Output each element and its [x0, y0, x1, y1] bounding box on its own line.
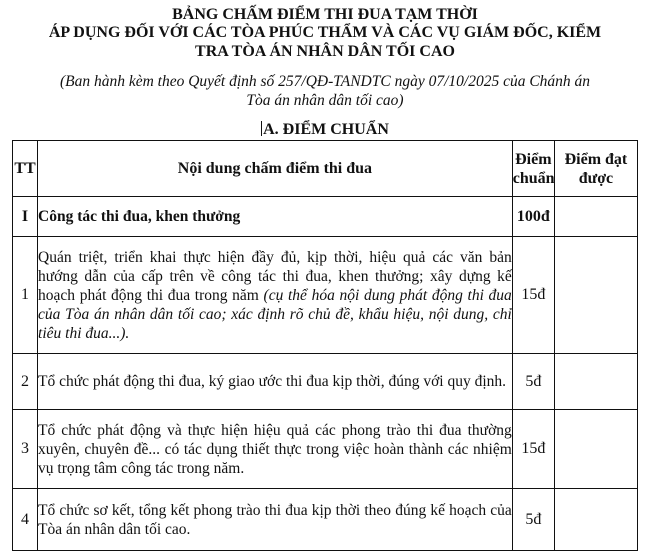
section-title: A. ĐIỂM CHUẨN [263, 121, 389, 138]
subtitle-line-1: (Ban hành kèm theo Quyết định số 257/QĐ-TANDTC ngày 07/10/2025 của Chánh án [59, 73, 591, 90]
header-achieved-score [554, 141, 637, 197]
section-row-got [554, 197, 637, 237]
row-max-score: 15đ [512, 237, 554, 354]
row-tt: 1 [13, 237, 38, 354]
row-max-score: 15đ [512, 410, 554, 489]
row-content-text: Tổ chức phát động và thực hiện hiệu quả các phong trào thi đua thường xuyên, chuyên đề... có tác dụng thiết thực trong việc hoàn thành các nhiệm vụ trọng tâm công tác trong năm. [38, 421, 512, 477]
row-tt: 4 [13, 489, 38, 551]
text-cursor [261, 121, 262, 136]
row-content-italic: (cụ thể hóa nội dung phát động thi đua của Tòa án nhân dân tối cao; xác định rõ chủ đề, khẩu hiệu, nội dung, chỉ tiêu thi đua...). [38, 286, 512, 342]
section-row-max: 100đ [512, 197, 554, 237]
header-max-line-1: Điểm [515, 150, 552, 168]
table-row [13, 237, 638, 354]
header-content: Nội dung chấm điểm thi đua [38, 141, 513, 197]
row-tt: 2 [13, 354, 38, 410]
header-max-line-2: chuẩn [512, 169, 555, 187]
title-line-2: ÁP DỤNG ĐỐI VỚI CÁC TÒA PHÚC THẨM VÀ CÁC VỤ GIÁM ĐỐC, KIỂM [48, 24, 602, 41]
row-achieved-score [554, 237, 637, 354]
table-section-row [13, 197, 638, 237]
section-row-content: Công tác thi đua, khen thưởng [38, 197, 513, 237]
section-row-tt: I [13, 197, 38, 237]
table-header-row [13, 141, 638, 197]
header-max-score [512, 141, 554, 197]
row-tt: 3 [13, 410, 38, 489]
row-content-text: Quán triệt, triển khai thực hiện đầy đủ, kịp thời, hiệu quả các văn bản hướng dẫn của cấp trên về công tác thi đua, khen thưởng; xây dựng kế hoạch phát động thi đua trong năm [38, 248, 512, 304]
header-tt: TT [13, 141, 38, 197]
row-content-text: Tổ chức sơ kết, tổng kết phong trào thi đua kịp thời theo đúng kế hoạch của Tòa án nhân dân tối cao. [38, 501, 512, 538]
row-max-score: 5đ [512, 354, 554, 410]
table-row [13, 354, 638, 410]
row-content [38, 237, 513, 354]
title-line-3: TRA TÒA ÁN NHÂN DÂN TỐI CAO [195, 43, 455, 60]
row-content-text: Tổ chức phát động thi đua, ký giao ước thi đua kịp thời, đúng với quy định. [38, 373, 507, 390]
header-got-line-1: Điểm đạt [564, 150, 628, 168]
row-content [38, 354, 513, 410]
row-achieved-score [554, 489, 637, 551]
row-content [38, 410, 513, 489]
row-content [38, 489, 513, 551]
row-max-score: 5đ [512, 489, 554, 551]
table-row [13, 410, 638, 489]
score-table [12, 140, 638, 551]
row-achieved-score [554, 410, 637, 489]
table-row [13, 489, 638, 551]
subtitle-line-2: Tòa án nhân dân tối cao) [246, 92, 404, 109]
row-achieved-score [554, 354, 637, 410]
header-got-line-2: được [578, 169, 614, 187]
title-line-1: BẢNG CHẤM ĐIỂM THI ĐUA TẠM THỜI [172, 6, 478, 23]
section-heading [0, 121, 650, 139]
